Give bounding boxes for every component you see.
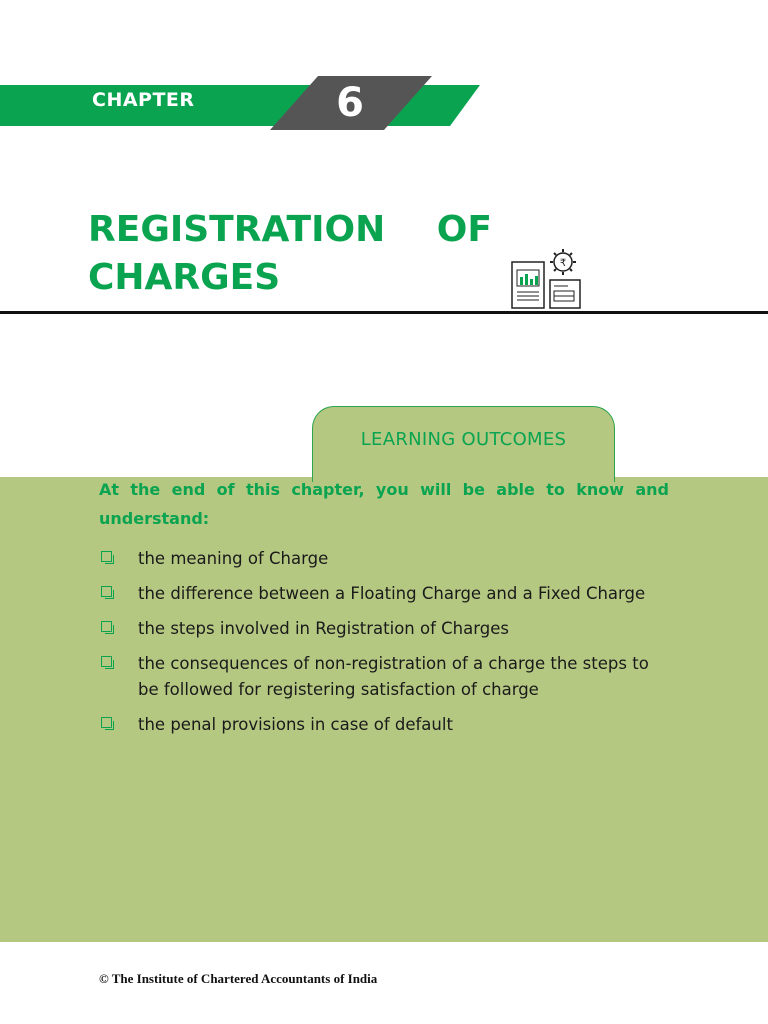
- learning-outcomes-intro: At the end of this chapter, you will be able to know and understand:: [99, 480, 669, 528]
- learning-outcomes-tab: [312, 406, 615, 482]
- checkbox-bullet-icon: [101, 656, 112, 667]
- list-item: [99, 651, 674, 703]
- checkbox-bullet-icon: [101, 717, 112, 728]
- page-title: [88, 206, 508, 302]
- list-item-text: the consequences of non-registration of a charge the steps to be followed for registering satisfaction of charge: [138, 654, 649, 699]
- list-item: [99, 712, 674, 738]
- chapter-label: CHAPTER: [92, 89, 195, 111]
- list-item-text: the difference between a Floating Charge and a Fixed Charge: [138, 584, 646, 603]
- title-line-2: CHARGES: [88, 257, 281, 298]
- title-word-of: OF: [436, 209, 492, 250]
- list-item: [99, 581, 674, 607]
- title-line-1: [88, 206, 492, 254]
- learning-outcomes-list: [99, 546, 674, 747]
- checkbox-bullet-icon: [101, 621, 112, 632]
- chapter-banner: [0, 76, 480, 130]
- list-item: [99, 616, 674, 642]
- chapter-number: 6: [336, 80, 364, 126]
- list-item-text: the steps involved in Registration of Charges: [138, 619, 509, 638]
- svg-text:₹: ₹: [559, 258, 567, 269]
- copyright-footer: © The Institute of Chartered Accountants of India: [99, 971, 378, 986]
- list-item-text: the penal provisions in case of default: [138, 715, 453, 734]
- checkbox-bullet-icon: [101, 586, 112, 597]
- title-divider: [0, 311, 768, 314]
- list-item: [99, 546, 674, 572]
- checkbox-bullet-icon: [101, 551, 112, 562]
- list-item-text: the meaning of Charge: [138, 549, 329, 568]
- learning-outcomes-heading: LEARNING OUTCOMES: [360, 429, 567, 450]
- title-word-registration: REGISTRATION: [88, 209, 386, 250]
- report-chart-rupee-gear-icon: [508, 246, 584, 312]
